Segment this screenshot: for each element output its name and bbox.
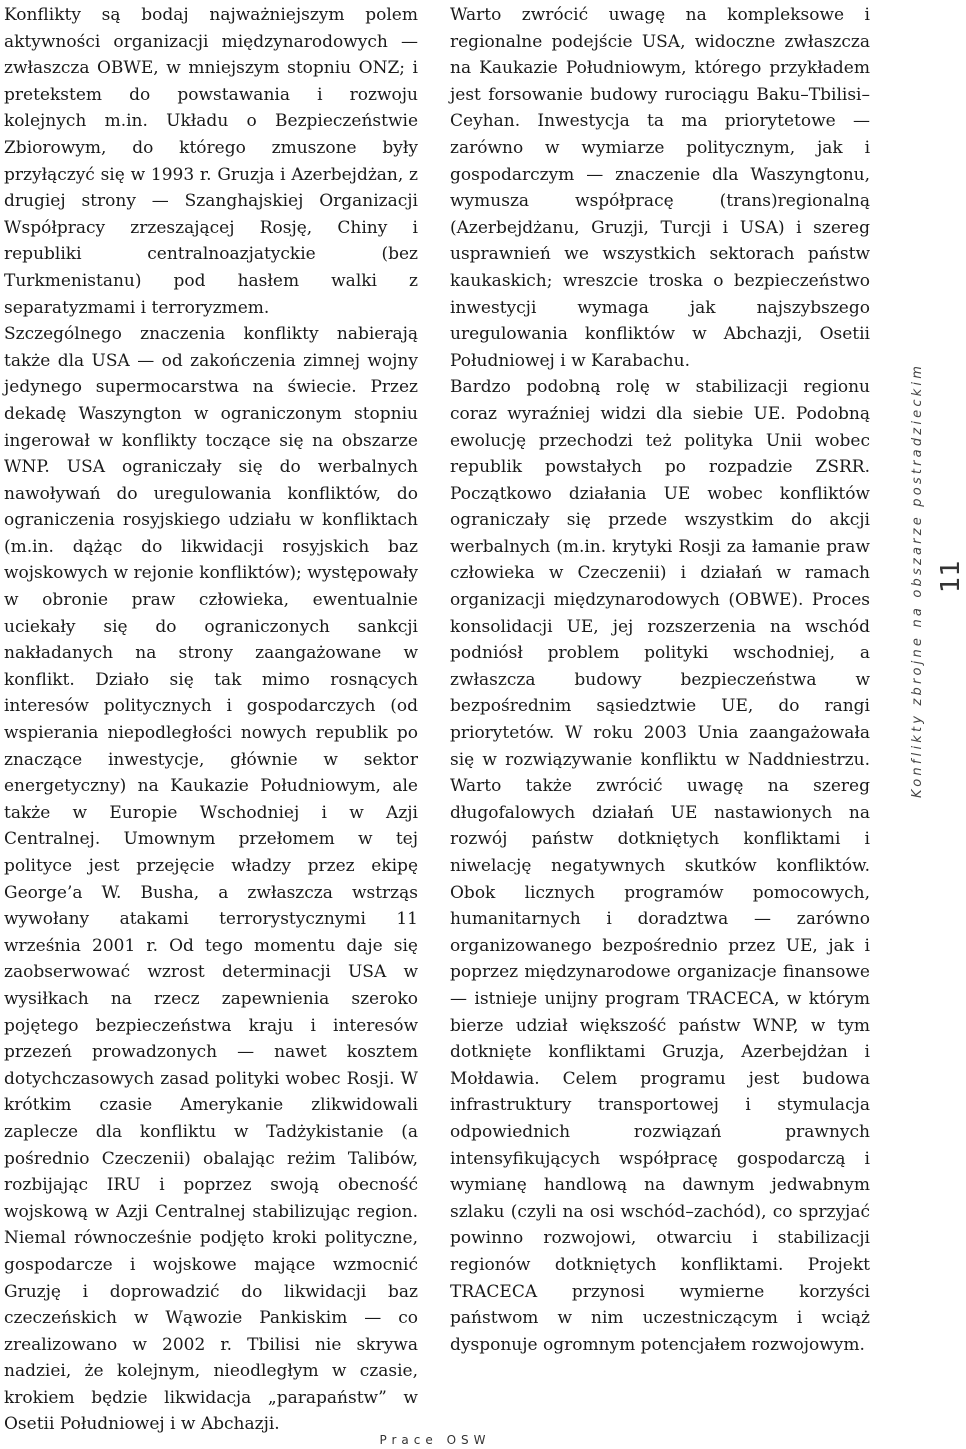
paragraph: Warto zwrócić uwagę na kompleksowe i regionalne podejście USA, widoczne zwłaszcza na Kaukazie Południowym, którego przykładem jest forsowanie budowy rurociągu Baku–Tbilisi–Ceyhan. Inwestycja ta ma priorytetowe — zarówno w wymiarze politycznym, jak i gospodarczym — znaczenie dla Waszyngtonu, wymusza współpracę (trans)regionalną (Azerbejdżanu, Gruzji, Turcji i USA) i szereg usprawnień we wszystkich sektorach państw kaukaskich; wreszcie troska o bezpieczeństwo inwestycji wymaga jak najszybszego uregulowania konfliktów w Abchazji, Osetii Południowej i w Karabachu. xyxy=(450,5,870,371)
paragraph: Konflikty są bodaj najważniejszym polem aktywności organizacji międzynarodowych — zwłaszcza OBWE, w mniejszym stopniu ONZ; i pretekstem do powstawania i rozwoju kolejnych m.in. Układu o Bezpieczeństwie Zbiorowym, do którego zmuszone były przyłączyć się w 1993 r. Gruzja i Azerbejdżan, z drugiej strony — Szanghajskiej Organizacji Współpracy zrzeszającej Rosję, Chiny i republiki centralnoazjatyckie (bez Turkmenistanu) pod hasłem walki z separatyzmami i terroryzmem. xyxy=(4,5,418,318)
right-text-column xyxy=(450,2,870,1358)
footer-publication-name: Prace OSW xyxy=(379,1433,491,1447)
paragraph: Szczególnego znaczenia konflikty nabierają także dla USA — od zakończenia zimnej wojny jedynego supermocarstwa na świecie. Przez dekadę Waszyngton w ograniczonym stopniu ingerował w konflikty toczące się na obszarze WNP. USA ograniczały się do werbalnych nawoływań do uregulowania konfliktów, do ograniczenia rosyjskiego udziału w konfliktach (m.in. dążąc do likwidacji rosyjskich baz wojskowych w rejonie konfliktów); występowały w obronie praw człowieka, ewentualnie uciekały się do ograniczonych sankcji nakładanych na strony zaangażowane w konflikt. Działo się tak mimo rosnących interesów politycznych i gospodarczych (od wspierania niepodległości nowych republik po znaczące inwestycje, głównie w sektor energetyczny) na Kaukazie Południowym, ale także w Europie Wschodniej i w Azji Centralnej. Umownym przełomem w tej polityce jest przejęcie władzy przez ekipę George’a W. Busha, a zwłaszcza wstrząs wywołany atakami terrorystycznymi 11 września 2001 r. Od tego momentu daje się zaobserwować wzrost determinacji USA w wysiłkach na rzecz zapewnienia szeroko pojętego bezpieczeństwa kraju i interesów przezeń prowadzonych — nawet kosztem dotychczasowych zasad polityki wobec Rosji. W krótkim czasie Amerykanie zlikwidowali zaplecze dla konfliktu w Tadżykistanie (a pośrednio Czeczenii) obalając reżim Talibów, rozbijając IRU i poprzez swoją obecność wojskową w Azji Centralnej stabilizując region. Niemal równocześnie podjęto kroki polityczne, gospodarcze i wojskowe mające wzmocnić Gruzję i doprowadzić do likwidacji baz czeczeńskich w Wąwozie Pankiskim — co zrealizowano w 2002 r. Tbilisi nie skrywa nadziei, że kolejnym, nieodległym w czasie, krokiem będzie likwidacja „parapaństw” w Osetii Południowej i w Abchazji. xyxy=(4,324,418,1435)
page-number: 11 xyxy=(936,559,966,593)
side-margin xyxy=(896,360,966,800)
paragraph: Bardzo podobną rolę w stabilizacji regionu coraz wyraźniej widzi dla siebie UE. Podobną ewolucję przechodzi też polityka Unii wobec republik powstałych po rozpadzie ZSRR. Początkowo działania UE wobec konfliktów ograniczały się przede wszystkim do akcji werbalnych (m.in. krytyki Rosji za łamanie praw człowieka w Czeczenii) i działań w ramach organizacji międzynarodowych (OBWE). Proces konsolidacji UE, jej rozszerzenia na wschód podniósł problem polityki wschodniej, a zwłaszcza budowy bezpieczeństwa w bezpośrednim sąsiedztwie UE, do rangi priorytetów. W roku 2003 Unia zaangażowała się w rozwiązywanie konfliktu w Naddniestrzu. Warto także zwrócić uwagę na szereg długofalowych działań UE nastawionych na rozwój państw dotkniętych konfliktami i niwelację negatywnych skutków konfliktów. Obok licznych programów pomocowych, humanitarnych i doradztwa — zarówno organizowanego bezpośrednio przez UE, jak i poprzez międzynarodowe organizacje finansowe — istnieje unijny program TRACECA, w którym bierze udział większość państw WNP, w tym dotknięte konfliktami Gruzja, Azerbejdżan i Mołdawia. Celem programu jest budowa infrastruktury transportowej i stymulacja odpowiednich rozwiązań prawnych intensyfikujących współpracę gospodarczą i wymianę handlową na dawnym jedwabnym szlaku (czyli na osi wschód–zachód), co sprzyjać powinno rozwojowi, otwarciu i stabilizacji regionów dotkniętych konfliktami. Projekt TRACECA przynosi wymierne korzyści państwom w nim uczestniczącym i wciąż dysponuje ogromnym potencjałem rozwojowym. xyxy=(450,377,870,1355)
running-section-title: Konflikty zbrojne na obszarze postradzieckim xyxy=(910,362,925,798)
left-text-column xyxy=(4,2,418,1438)
